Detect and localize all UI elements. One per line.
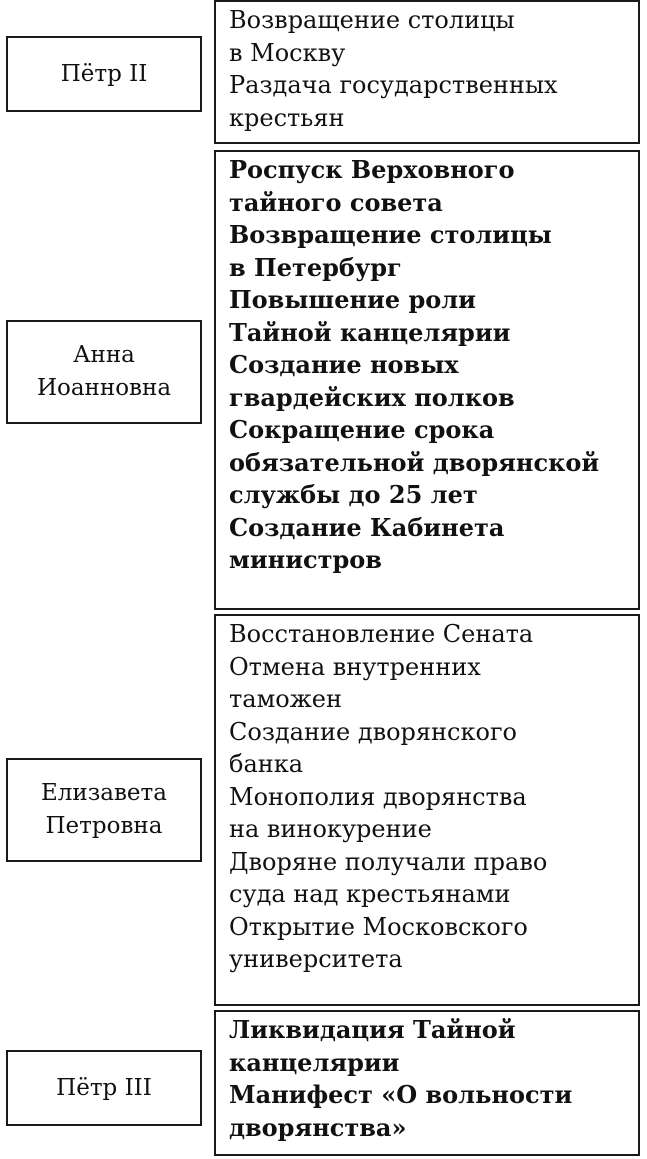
event-line: министров	[229, 545, 382, 574]
event-line: суда над крестьянами	[229, 880, 511, 908]
event-line: Возвращение столицы	[229, 6, 515, 34]
event-line: Роспуск Верховного	[229, 155, 515, 184]
event-line: тайного совета	[229, 187, 443, 217]
event-line: Раздача государственных	[229, 71, 558, 99]
event-line: в Петербург	[229, 252, 402, 282]
ruler-box-anna-ioannovna	[6, 320, 202, 424]
ruler-name-line: Пётр II	[60, 60, 148, 87]
event-line: крестьян	[229, 103, 345, 132]
event-line: Открытие Московского	[229, 912, 528, 941]
event-line: Восстановление Сената	[229, 620, 534, 648]
event-line: Создание дворянского	[229, 717, 517, 746]
event-line: Сокращение срока	[229, 415, 495, 444]
event-line: Повышение роли	[229, 285, 476, 314]
event-line: Дворяне получали право	[229, 847, 548, 876]
ruler-name-line: Пётр III	[56, 1074, 152, 1101]
event-line: Монополия дворянства	[229, 782, 527, 811]
ruler-name-line: Анна	[73, 342, 135, 368]
event-line: университета	[229, 945, 403, 973]
event-line: Ликвидация Тайной	[229, 1015, 516, 1044]
event-line: Манифест «О вольности	[229, 1080, 573, 1109]
ruler-box-elizaveta-petrovna	[6, 758, 202, 862]
ruler-name-line: Иоанновна	[36, 375, 172, 401]
event-line: службы до 25 лет	[229, 480, 478, 509]
ruler-box-peter-ii	[6, 36, 202, 112]
event-line: Создание Кабинета	[229, 512, 505, 542]
event-line: гвардейских полков	[229, 382, 515, 412]
events-box-anna-ioannovna	[214, 150, 640, 610]
event-line: Возвращение столицы	[229, 220, 552, 249]
event-line: Создание новых	[229, 350, 459, 379]
ruler-box-peter-iii	[6, 1050, 202, 1126]
ruler-name-line: Елизавета	[41, 780, 167, 806]
event-line: Отмена внутренних	[229, 652, 481, 681]
event-line: дворянства»	[229, 1112, 407, 1142]
event-line: на винокурение	[229, 815, 432, 843]
ruler-name-line: Петровна	[45, 813, 163, 839]
event-line: канцелярии	[229, 1047, 400, 1077]
events-box-peter-iii	[214, 1010, 640, 1156]
event-line: обязательной дворянской	[229, 447, 600, 477]
event-line: банка	[229, 750, 304, 778]
events-box-elizaveta-petrovna	[214, 614, 640, 1006]
event-line: Тайной канцелярии	[229, 317, 511, 347]
event-line: таможен	[229, 685, 342, 713]
event-line: в Москву	[229, 38, 346, 67]
events-box-peter-ii	[214, 0, 640, 144]
